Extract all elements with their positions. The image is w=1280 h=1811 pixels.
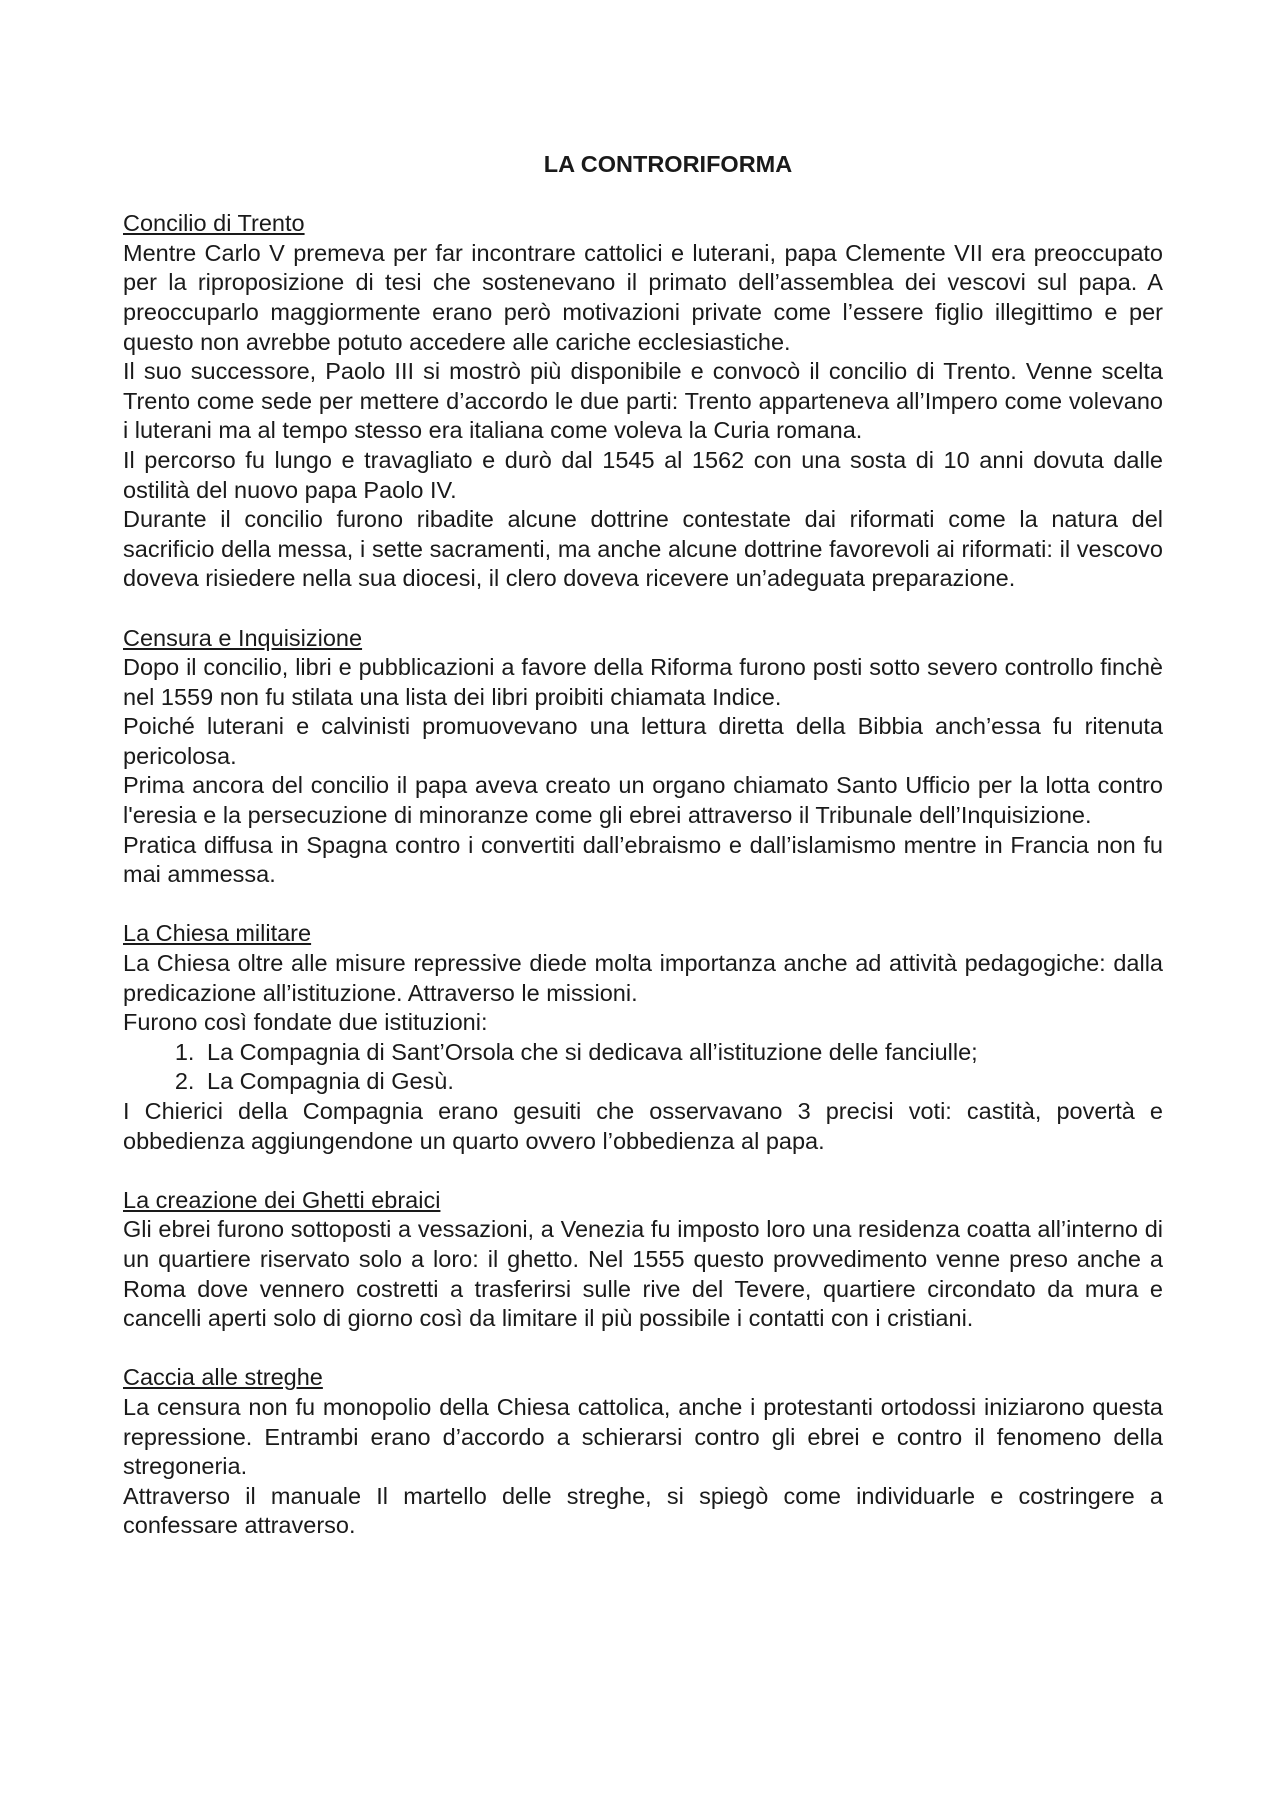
page-title: LA CONTRORIFORMA: [543, 151, 793, 177]
paragraph: Gli ebrei furono sottoposti a vessazioni, a Venezia fu imposto loro una residenza coatta all’interno di un quartiere riservato solo a loro: il ghetto. Nel 1555 questo provvedimento venne preso anche a Roma dove vennero costretti a trasferirsi sulle rive del Tevere, quartiere circondato da mura e cancelli aperti solo di giorno così da limitare il più possibile i contatti con i cristiani.: [123, 1216, 1163, 1332]
paragraph: Pratica diffusa in Spagna contro i convertiti dall’ebraismo e dall’islamismo mentre in Francia non fu mai ammessa.: [123, 831, 1163, 888]
list-item: 1. La Compagnia di Sant’Orsola che si dedicava all’istituzione delle fanciulle;: [201, 1038, 1163, 1068]
section-heading: La Chiesa militare: [123, 920, 312, 947]
paragraph: La Chiesa oltre alle misure repressive diede molta importanza anche ad attività pedagogiche: dalla predicazione all’istituzione. Attraverso le missioni.: [123, 950, 1163, 1006]
paragraph: Il suo successore, Paolo III si mostrò più disponibile e convocò il concilio di Trento. Venne scelta Trento come sede per mettere d’accordo le due parti: Trento apparteneva all’Impero come volevano i luterani ma al tempo stesso era italiana come voleva la Curia romana.: [123, 358, 1163, 444]
paragraph: La censura non fu monopolio della Chiesa cattolica, anche i protestanti ortodossi iniziarono questa repressione. Entrambi erano d’accordo a schierarsi contro gli ebrei e contro il fenomeno della stregoneria.: [123, 1393, 1163, 1480]
paragraph: Il percorso fu lungo e travagliato e durò dal 1545 al 1562 con una sosta di 10 anni dovuta dalle ostilità del nuovo papa Paolo IV.: [123, 446, 1163, 503]
paragraph: Durante il concilio furono ribadite alcune dottrine contestate dai riformati come la natura del sacrificio della messa, i sette sacramenti, ma anche alcune dottrine favorevoli ai riformati: il vescovo doveva risiedere nella sua diocesi, il clero doveva ricevere un’adeguata preparazione.: [123, 506, 1163, 592]
paragraph: Mentre Carlo V premeva per far incontrare cattolici e luterani, papa Clemente VII era preoccupato per la riproposizione di tesi che sostenevano il primato dell’assemblea dei vescovi sul papa. A preoccuparlo maggiormente erano però motivazioni private come l’essere figlio illegittimo e per questo non avrebbe potuto accedere alle cariche ecclesiastiche.: [123, 239, 1163, 355]
document-page: [123, 150, 1163, 1571]
section-ghetti-ebraici: [123, 1186, 1163, 1334]
paragraph: Prima ancora del concilio il papa aveva creato un organo chiamato Santo Ufficio per la lotta contro l'eresia e la persecuzione di minoranze come gli ebrei attraverso il Tribunale dell’Inquisizione.: [123, 772, 1163, 829]
section-heading: La creazione dei Ghetti ebraici: [123, 1186, 441, 1213]
section-la-chiesa-militare: [123, 919, 1163, 1156]
section-concilio-di-trento: [123, 209, 1163, 594]
section-heading: Concilio di Trento: [123, 210, 305, 237]
section-heading: Caccia alle streghe: [123, 1364, 323, 1391]
numbered-list: [123, 1038, 1163, 1097]
list-item: 2. La Compagnia di Gesù.: [201, 1067, 1163, 1097]
section-caccia-alle-streghe: [123, 1363, 1163, 1541]
section-heading: Censura e Inquisizione: [123, 624, 363, 651]
paragraph: Attraverso il manuale Il martello delle streghe, si spiegò come individuarle e costringere a confessare attraverso.: [123, 1482, 1163, 1539]
paragraph: Furono così fondate due istituzioni:: [123, 1009, 488, 1036]
section-censura-e-inquisizione: [123, 624, 1163, 890]
paragraph: Poiché luterani e calvinisti promuovevano una lettura diretta della Bibbia anch’essa fu ritenuta pericolosa.: [123, 713, 1163, 769]
paragraph: I Chierici della Compagnia erano gesuiti che osservavano 3 precisi voti: castità, povertà e obbedienza aggiungendone un quarto ovvero l’obbedienza al papa.: [123, 1098, 1163, 1154]
paragraph: Dopo il concilio, libri e pubblicazioni a favore della Riforma furono posti sotto severo controllo finchè nel 1559 non fu stilata una lista dei libri proibiti chiamata Indice.: [123, 654, 1163, 710]
